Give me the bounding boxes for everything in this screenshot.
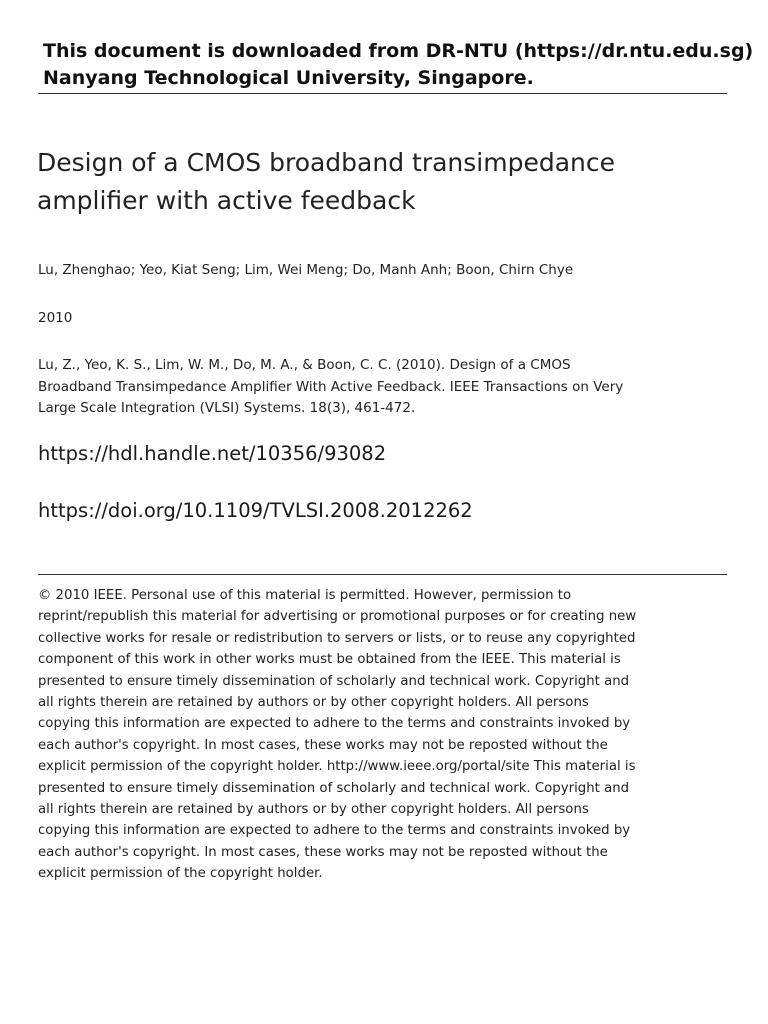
header-download-notice: This document is downloaded from DR‑NTU (https://dr.ntu.edu.sg)	[43, 40, 754, 62]
header-university: Nanyang Technological University, Singapore.	[43, 67, 534, 89]
copyright-notice: © 2010 IEEE. Personal use of this material is permitted. However, permission to reprint/republish this material for advertising or promotional purposes or for creating new collective works for resale or redistribution to servers or lists, or to reuse any copyrighted component of this work in other works must be obtained from the IEEE. This material is presented to ensure timely dissemination of scholarly and technical work. Copyright and all rights therein are retained by authors or by other copyright holders. All persons copying this information are expected to adhere to the terms and constraints invoked by each author's copyright. In most cases, these works may not be reposted without the explicit permission of the copyright holder. http://www.ieee.org/portal/site This material is presented to ensure timely dissemination of scholarly and technical work. Copyright and all rights therein are retained by authors or by other copyright holders. All persons copying this information are expected to adhere to the terms and constraints invoked by each author's copyright. In most cases, these works may not be reposted without the explicit permission of the copyright holder.	[38, 588, 637, 882]
repository-header	[43, 38, 754, 92]
document-year: 2010	[38, 310, 73, 326]
document-citation: Lu, Z., Yeo, K. S., Lim, W. M., Do, M. A., & Boon, C. C. (2010). Design of a CMOS Broadband Transimpedance Amplifier With Active Feedback. IEEE Transactions on Very Large Scale Integration (VLSI) Systems. 18(3), 461-472.	[38, 357, 624, 416]
doi-link[interactable]: https://doi.org/10.1109/TVLSI.2008.2012262	[38, 499, 473, 522]
header-divider	[38, 93, 727, 94]
document-title: Design of a CMOS broadband transimpedance amplifier with active feedback	[37, 148, 616, 215]
copyright-divider	[38, 574, 727, 575]
document-authors: Lu, Zhenghao; Yeo, Kiat Seng; Lim, Wei Meng; Do, Manh Anh; Boon, Chirn Chye	[38, 262, 574, 278]
handle-link[interactable]: https://hdl.handle.net/10356/93082	[38, 442, 387, 465]
